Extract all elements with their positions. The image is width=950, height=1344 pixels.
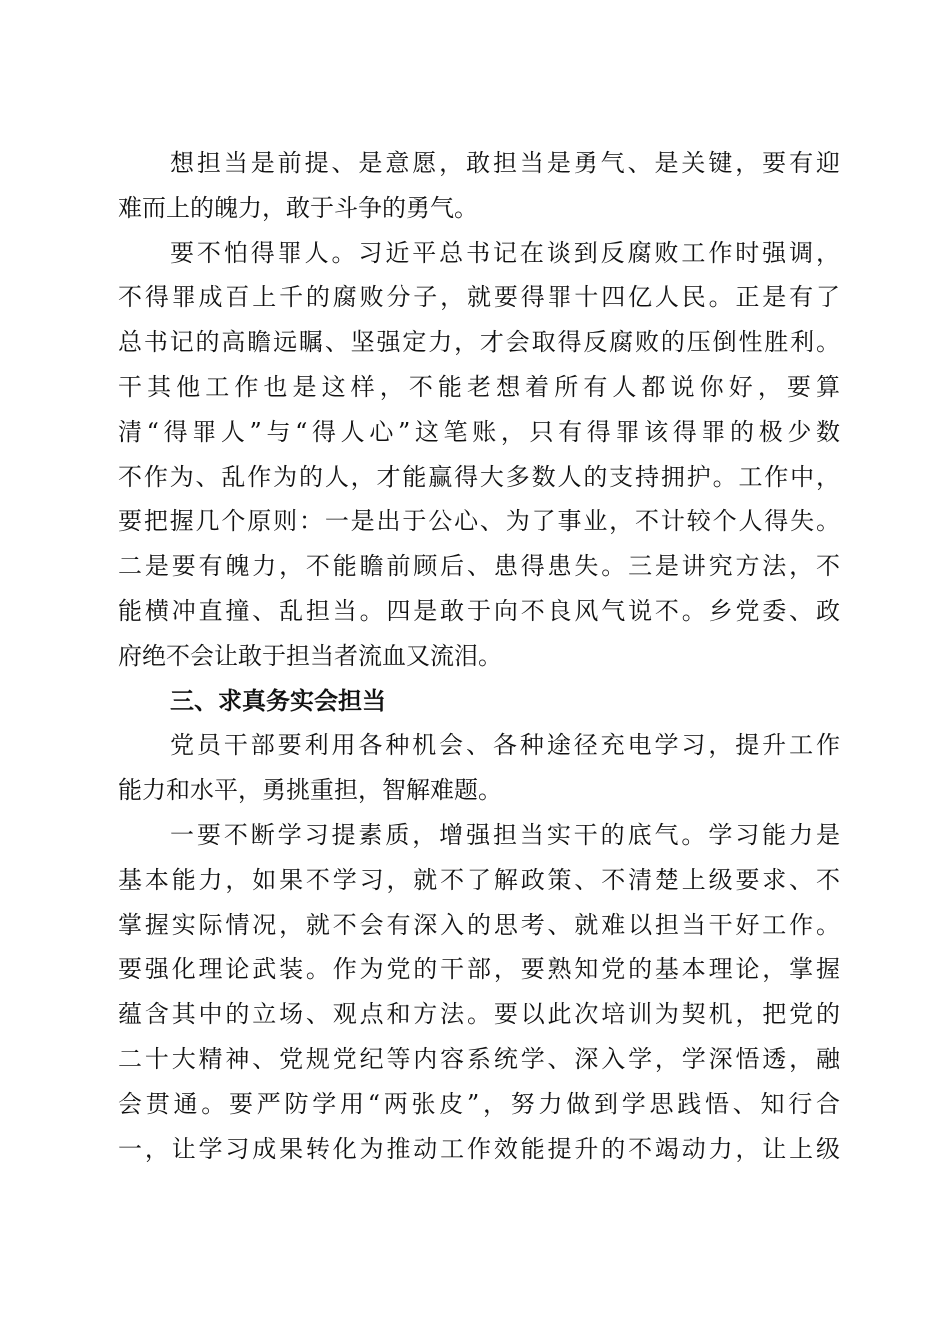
text-line: 不得罪成百上千的腐败分子，就要得罪十四亿人民。正是有了 — [118, 283, 840, 312]
text-line: 能横冲直撞、乱担当。四是敢于向不良风气说不。乡党委、政 — [118, 596, 840, 625]
text-line: 一要不断学习提素质，增强担当实干的底气。学习能力是 — [170, 820, 840, 849]
text-line: 府绝不会让敢于担当者流血又流泪。 — [118, 641, 502, 670]
text-line: 掌握实际情况，就不会有深入的思考、就难以担当干好工作。 — [118, 910, 840, 939]
paragraph — [118, 141, 840, 231]
text-line: 难而上的魄力，敢于斗争的勇气。 — [118, 193, 478, 222]
paragraph — [118, 813, 840, 1171]
document-page — [118, 141, 840, 1171]
text-line: 蕴含其中的立场、观点和方法。要以此次培训为契机，把党的 — [118, 1000, 840, 1029]
text-line: 总书记的高瞻远瞩、坚强定力，才会取得反腐败的压倒性胜利。 — [118, 328, 840, 357]
text-line: 能力和水平，勇挑重担，智解难题。 — [118, 776, 502, 805]
text-line: 想担当是前提、是意愿，敢担当是勇气、是关键，要有迎 — [170, 149, 840, 177]
text-line: 要强化理论武装。作为党的干部，要熟知党的基本理论，掌握 — [118, 955, 840, 984]
text-line: 一，让学习成果转化为推动工作效能提升的不竭动力，让上级 — [118, 1134, 840, 1163]
text-line: 基本能力，如果不学习，就不了解政策、不清楚上级要求、不 — [118, 865, 840, 894]
text-line: 党员干部要利用各种机会、各种途径充电学习，提升工作 — [170, 731, 840, 760]
text-line: 二十大精神、党规党纪等内容系统学、深入学，学深悟透，融 — [118, 1044, 840, 1073]
text-line: 要把握几个原则：一是出于公心、为了事业，不计较个人得失。 — [118, 507, 840, 536]
text-line: 不作为、乱作为的人，才能赢得大多数人的支持拥护。工作中， — [118, 462, 840, 491]
paragraph — [118, 231, 840, 679]
text-line: 二是要有魄力，不能瞻前顾后、患得患失。三是讲究方法，不 — [118, 552, 840, 581]
paragraph — [118, 723, 840, 813]
text-line: 会贯通。要严防学用“两张皮”，努力做到学思践悟、知行合 — [118, 1089, 840, 1118]
section-heading: 三、求真务实会担当 — [170, 686, 386, 715]
text-line: 干其他工作也是这样，不能老想着所有人都说你好，要算 — [118, 372, 840, 401]
text-line: 要不怕得罪人。习近平总书记在谈到反腐败工作时强调， — [170, 238, 840, 267]
text-line: 清“得罪人”与“得人心”这笔账，只有得罪该得罪的极少数 — [118, 417, 840, 446]
